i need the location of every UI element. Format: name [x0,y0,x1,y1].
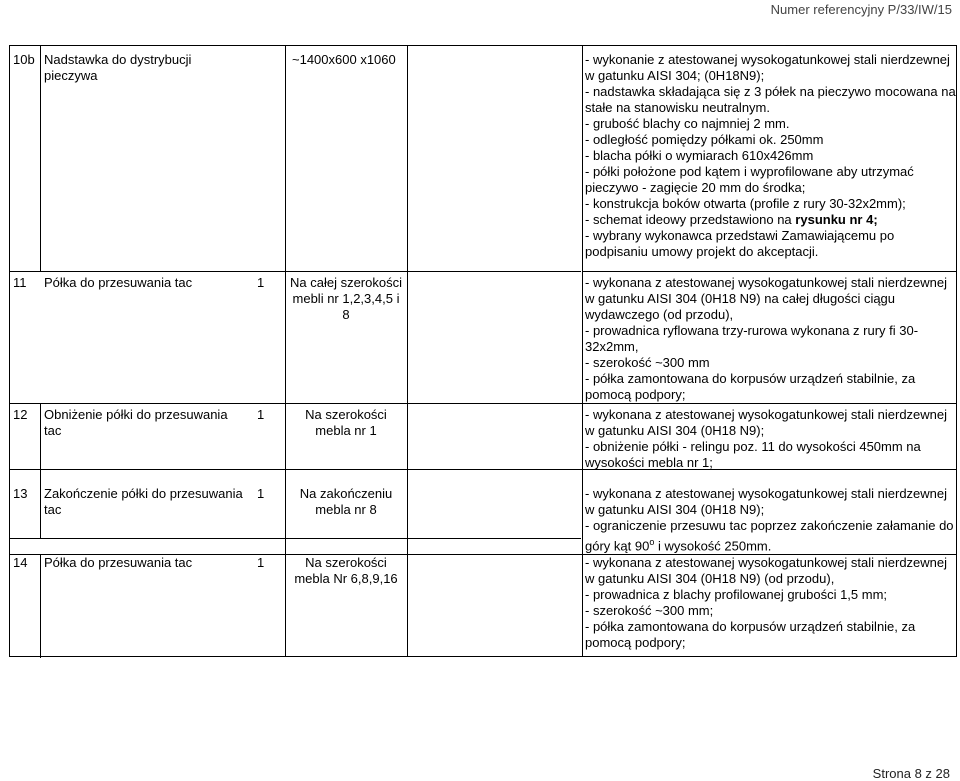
row-divider [10,538,581,539]
description-line [585,518,956,554]
drawing-reference: rysunku nr 4; [795,212,878,227]
item-name: Nadstawka do dystrybucji pieczywa [44,52,192,83]
description-line: - półka zamontowana do korpusów urządzeń stabilnie, za pomocą podpory; [585,619,916,650]
column-divider [40,403,41,538]
item-description [585,555,956,651]
item-description [585,486,956,554]
item-dimensions: Na szerokości mebla nr 1 [305,407,387,438]
description-line: - nadstawka składająca się z 3 półek na pieczywo mocowana na stałe na stanowisku neutralnym. [585,84,956,115]
description-text: - schemat ideowy przedstawiono na [585,212,792,227]
description-line: - wykonanie z atestowanej wysokogatunkowej stali nierdzewnej w gatunku AISI 304; (0H18N9); [585,52,950,83]
description-line: - półka zamontowana do korpusów urządzeń stabilnie, za pomocą podpory; [585,371,916,402]
document-reference-number: Numer referencyjny P/33/IW/15 [770,2,952,17]
item-quantity: 1 [257,275,265,290]
description-line: - szerokość ~300 mm [585,355,710,370]
description-line: - prowadnica z blachy profilowanej grubości 1,5 mm; [585,587,888,602]
description-line: - konstrukcja boków otwarta (profile z rury 30-32x2mm); [585,196,906,211]
row-divider [582,271,956,272]
row-number: 11 [13,275,27,290]
specification-table [9,45,957,657]
column-divider [407,46,408,656]
item-dimensions: Na całej szerokości mebli nr 1,2,3,4,5 i 8 [290,275,402,322]
row-number: 14 [13,555,28,570]
page-number: Strona 8 z 28 [872,766,950,781]
item-description [585,275,956,403]
row-number: 13 [13,486,28,501]
item-dimensions: ~1400x600 x1060 [292,52,396,67]
description-line: - wykonana z atestowanej wysokogatunkowej stali nierdzewnej w gatunku AISI 304 (0H18 N9) (od przodu), [585,555,948,586]
description-text: - ograniczenie przesuwu tac poprzez zakończenie załamanie do góry kąt 90 [585,518,954,554]
description-line: - półki położone pod kątem i wyprofilowane aby utrzymać pieczywo - zagięcie 20 mm do środka; [585,164,914,195]
description-text: i wysokość 250mm. [654,538,772,554]
item-description [585,407,956,471]
item-description [585,52,956,260]
column-divider [285,46,286,656]
column-divider [40,554,41,658]
description-line: - wykonana z atestowanej wysokogatunkowej stali nierdzewnej w gatunku AISI 304 (0H18 N9); [585,407,948,438]
column-divider [40,46,41,271]
description-line: - wykonana z atestowanej wysokogatunkowej stali nierdzewnej w gatunku AISI 304 (0H18 N9) na całej długości ciągu wydawczego (od przodu), [585,275,948,322]
description-line: - prowadnica ryflowana trzy-rurowa wykonana z rury fi 30-32x2mm, [585,323,919,354]
item-name: Półka do przesuwania tac [44,555,193,570]
description-line: - obniżenie półki - relingu poz. 11 do wysokości 450mm na wysokości mebla nr 1; [585,439,921,470]
item-dimensions: Na zakończeniu mebla nr 8 [299,486,393,517]
row-number: 12 [13,407,28,422]
item-quantity: 1 [257,555,265,570]
column-divider [582,46,583,656]
item-name: Obniżenie półki do przesuwania tac [44,407,228,438]
description-line: - blacha półki o wymiarach 610x426mm [585,148,814,163]
item-quantity: 1 [257,486,265,501]
row-divider [10,271,581,272]
row-divider [10,403,956,404]
item-dimensions: Na szerokości mebla Nr 6,8,9,16 [294,555,398,586]
description-line [585,212,956,228]
degree-superscript: o [649,537,655,547]
item-name: Zakończenie półki do przesuwania tac [44,486,243,517]
description-line: - odległość pomiędzy półkami ok. 250mm [585,132,824,147]
description-line: - grubość blachy co najmniej 2 mm. [585,116,790,131]
row-number: 10b [13,52,35,67]
description-line: - wykonana z atestowanej wysokogatunkowej stali nierdzewnej w gatunku AISI 304 (0H18 N9); [585,486,948,517]
description-line: - szerokość ~300 mm; [585,603,714,618]
item-quantity: 1 [257,407,265,422]
item-name: Półka do przesuwania tac [44,275,193,290]
description-line: - wybrany wykonawca przedstawi Zamawiającemu po podpisaniu umowy projekt do akceptacji. [585,228,895,259]
